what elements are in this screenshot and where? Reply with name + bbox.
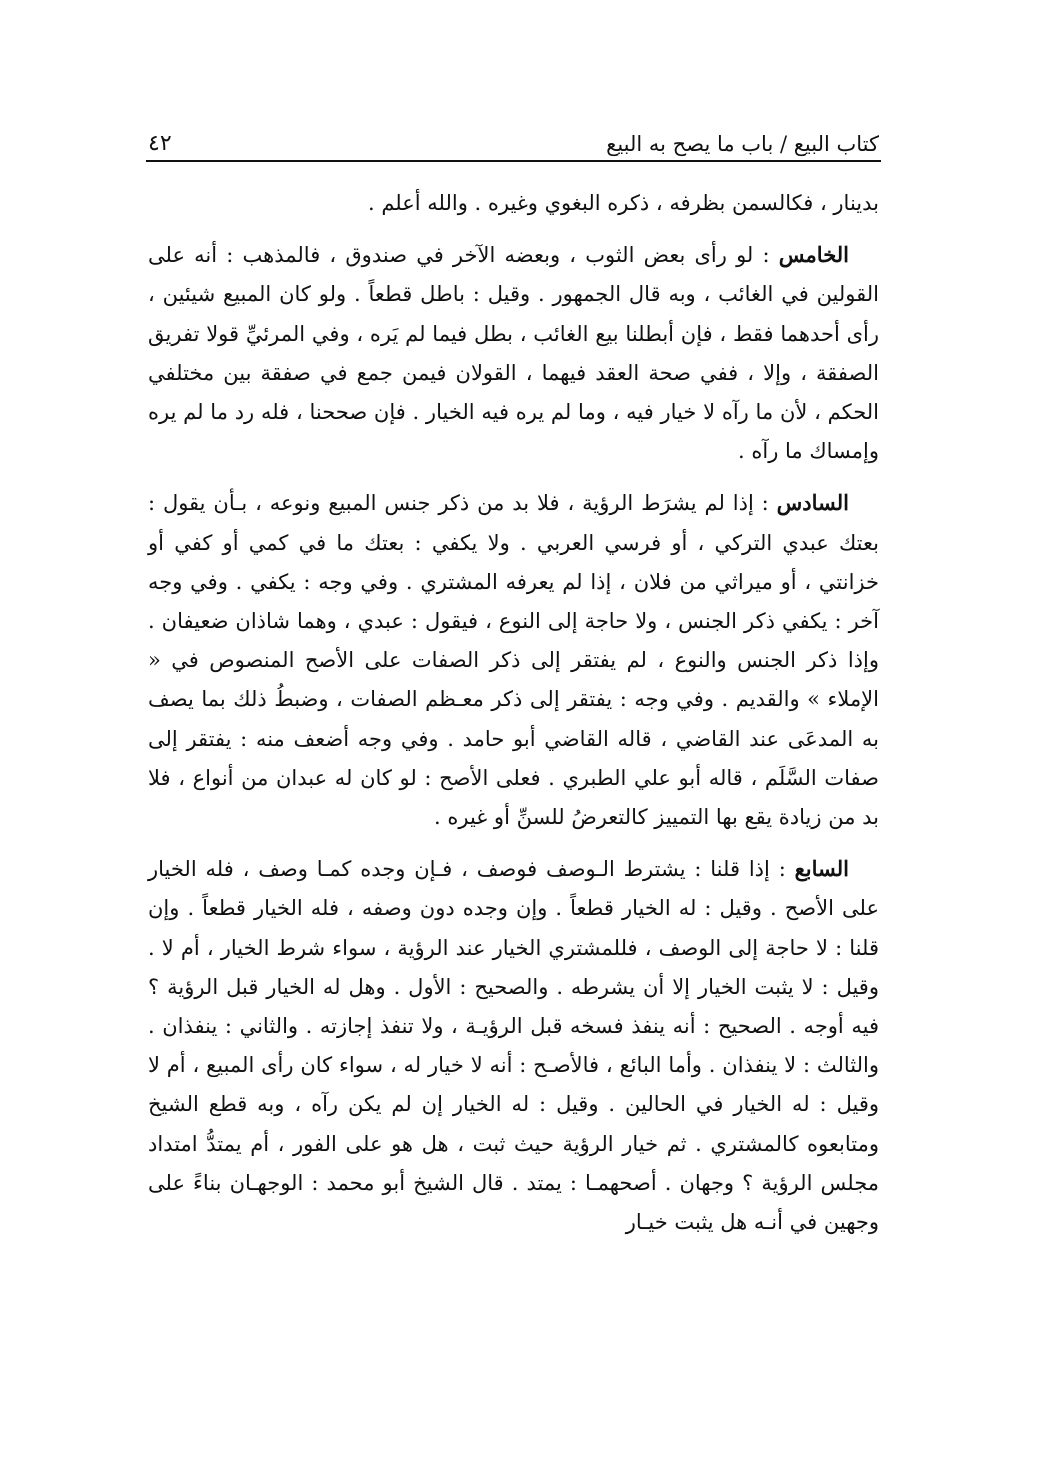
paragraph-text: : لو رأى بعض الثوب ، وبعضه الآخر في صندوق ، فالمذهب : أنه على القولين في الغائب ، وبه قال الجمهور . وقيل : باطل قطعاً . ولو كان المبيع شيئين ، رأى أحدهما فقط ، فإن أبطلنا بيع الغائب ، بطل فيما لم يَره ، وفي المرئيِّ قولا تفريق الصفقة ، وإلا ، ففي صحة العقد فيهما ، القولان فيمن جمع في صفقة بين مختلفي الحكم ، لأن ما رآه لا خيار فيه ، وما لم يره فيه الخيار . فإن صححنا ، فله رد ما لم يره وإمساك ما رآه .	[148, 243, 879, 464]
paragraph-lead-word: السادس	[776, 490, 849, 516]
paragraph-sixth	[148, 483, 879, 837]
paragraph-text: بدينار ، فكالسمن بظرفه ، ذكره البغوي وغيره . والله أعلم .	[367, 191, 879, 215]
paragraph-text: : إذا لم يشرَط الرؤية ، فلا بد من ذكر جنس المبيع ونوعه ، بـأن يقول : بعتك عبدي التركي ، أو فرسي العربي . ولا يكفي : بعتك ما في كمي أو كفي أو خزانتي ، أو ميراثي من فلان ، إذا لم يعرفه المشتري . وفي وجه : يكفي . وفي وجه آخر : يكفي ذكر الجنس ، ولا حاجة إلى النوع ، فيقول : عبدي ، وهما شاذان ضعيفان . وإذا ذكر الجنس والنوع ، لم يفتقر إلى ذكر الصفات على الأصح المنصوص في « الإملاء » والقديم . وفي وجه : يفتقر إلى ذكر معـظم الصفات ، وضبطُ ذلك بما يصف به المدعَى عند القاضي ، قاله القاضي أبو حامد . وفي وجه أضعف منه : يفتقر إلى صفات السَّلَم ، قاله أبو علي الطبري . فعلى الأصح : لو كان له عبدان من أنواع ، فلا بد من زيادة يقع بها التمييز كالتعرضُ للسنِّ أو غيره .	[148, 491, 879, 830]
paragraph-fifth	[148, 235, 879, 471]
page-header	[148, 118, 879, 158]
paragraph-seventh	[148, 849, 879, 1242]
paragraph-lead-word: السابع	[794, 856, 849, 882]
running-title: كتاب البيع / باب ما يصح به البيع	[606, 132, 879, 156]
page-number: ٤٢	[148, 131, 172, 156]
header-rule	[146, 160, 881, 162]
paragraph-text: : إذا قلنا : يشترط الـوصف فوصف ، فـإن وجده كمـا وصف ، فله الخيار على الأصح . وقيل : له الخيار قطعاً . وإن وجده دون وصفه ، فله الخيار قطعاً . وإن قلنا : لا حاجة إلى الوصف ، فللمشتري الخيار عند الرؤية ، سواء شرط الخيار ، أم لا . وقيل : لا يثبت الخيار إلا أن يشرطه . والصحيح : الأول . وهل له الخيار قبل الرؤية ؟ فيه أوجه . الصحيح : أنه ينفذ فسخه قبل الرؤيـة ، ولا تنفذ إجازته . والثاني : ينفذان . والثالث : لا ينفذان . وأما البائع ، فالأصـح : أنه لا خيار له ، سواء كان رأى المبيع ، أم لا وقيل : له الخيار في الحالين . وقيل : له الخيار إن لم يكن رآه ، وبه قطع الشيخ ومتابعوه كالمشتري . ثم خيار الرؤية حيث ثبت ، هل هو على الفور ، أم يمتدُّ امتداد مجلس الرؤية ؟ وجهان . أصحهمـا : يمتد . قال الشيخ أبو محمد : الوجهـان بناءً على وجهين في أنـه هل يثبت خيـار	[148, 857, 879, 1235]
body-text	[148, 184, 879, 1254]
paragraph-lead-word: الخامس	[778, 242, 849, 268]
paragraph-continuation	[148, 184, 879, 223]
